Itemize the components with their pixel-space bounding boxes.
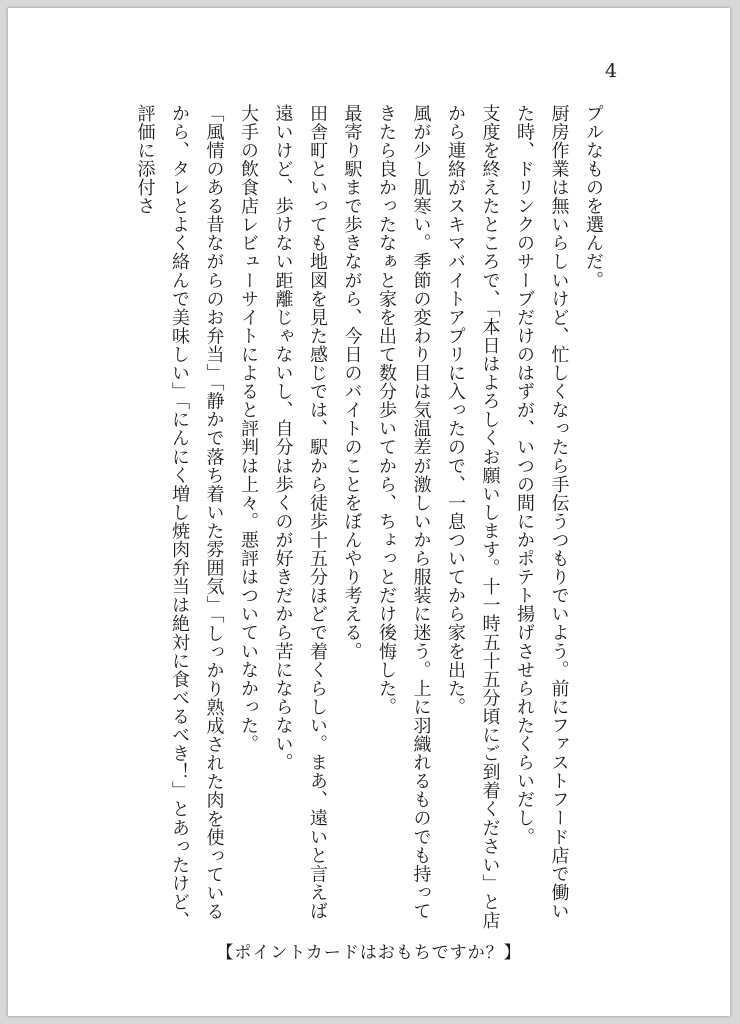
- paragraph: 最寄り駅まで歩きながら、今日のバイトのことをぼんやり考える。: [341, 104, 363, 661]
- page-number: 4: [605, 60, 618, 82]
- paragraph: 「風情のある昔ながらのお弁当」「静かで落ち着いた雰囲気」「しっかり熟成された肉を使っているから、タレとよく絡んで美味しい」「にんにく増し焼肉弁当は絶対に食べるべき！」とあったけど、評価に添付さ: [134, 104, 225, 930]
- book-page: [8, 8, 730, 1016]
- paragraph: 風が少し肌寒い。季節の変わり目は気温差が激しいから服装に迷う。上に羽織れるものでも持ってきたら良かったなぁと家を出て数分歩いてから、ちょっとだけ後悔した。: [376, 104, 432, 921]
- body-text: [127, 104, 610, 934]
- chapter-title-footer: 【ポイントカードはおもちですか？】: [216, 943, 522, 963]
- paragraph: 田舎町といっても地図を見た感じでは、駅から徒歩十五分ほどで着くらしい。まあ、遠いと言えば遠いけど、歩けない距離じゃないし、自分は歩くのが好きだから苦にならない。: [272, 104, 328, 921]
- paragraph: 大手の飲食店レビューサイトによると評判は上々。悪評はついていなかった。: [238, 104, 259, 754]
- paragraph: 支度を終えたところで、「本日はよろしくお願いします。十一時五十五分頃にご到着ください」と店から連絡がスキマバイトアプリに入ったので、一息ついてから家を出た。: [445, 104, 501, 930]
- paragraph: プルなものを選んだ。: [583, 104, 604, 290]
- paragraph: 厨房作業は無いらしいけど、忙しくなったら手伝うつもりでいよう。前にファストフード店で働いた時、ドリンクのサーブだけのはずが、いつの間にかポテト揚げさせられたくらいだし。: [514, 104, 570, 921]
